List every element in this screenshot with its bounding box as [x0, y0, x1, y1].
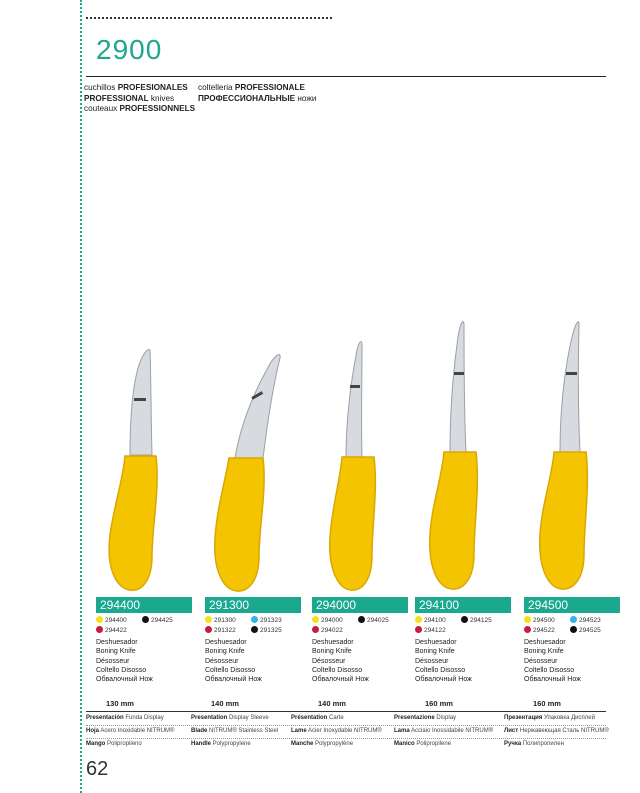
yellow-dot-icon [415, 616, 422, 623]
variant: 294523 [570, 616, 616, 626]
color-variants [415, 616, 515, 635]
product-names: Deshuesador Boning Knife Désosseur Coltello Disosso Обвалочный Нож [524, 639, 581, 684]
red-dot-icon [524, 626, 531, 633]
color-variants [96, 616, 196, 635]
title-ru: ПРОФЕССИОНАЛЬНЫЕ ножи [198, 93, 317, 103]
variant: 291325 [251, 626, 297, 636]
variant: 291323 [251, 616, 297, 626]
row-separator [86, 725, 606, 726]
variant: 294400 [96, 616, 142, 626]
yellow-dot-icon [524, 616, 531, 623]
variant: 294100 [415, 616, 461, 626]
product-code: 294500 [524, 597, 620, 613]
product-code: 294100 [415, 597, 511, 613]
product-names: Deshuesador Boning Knife Désosseur Coltello Disosso Обвалочный Нож [205, 639, 262, 684]
red-dot-icon [415, 626, 422, 633]
variant: 294522 [524, 626, 570, 636]
product-294000 [312, 597, 412, 684]
title-en: PROFESSIONAL knives [84, 93, 175, 103]
black-dot-icon [570, 626, 577, 633]
variant: 294022 [312, 626, 358, 636]
knife-image-294400 [100, 330, 170, 595]
product-names: Deshuesador Boning Knife Désosseur Coltello Disosso Обвалочный Нож [415, 639, 472, 684]
title-it: coltelleria PROFESSIONALE [198, 83, 305, 92]
variant: 291322 [205, 626, 251, 636]
color-variants [312, 616, 412, 635]
page-number: 62 [86, 758, 109, 780]
black-dot-icon [461, 616, 468, 623]
product-names: Deshuesador Boning Knife Désosseur Coltello Disosso Обвалочный Нож [96, 639, 153, 684]
blade-length: 160 mm [425, 699, 453, 708]
product-291300 [205, 597, 305, 684]
blue-dot-icon [251, 616, 258, 623]
row-separator [86, 738, 606, 739]
black-dot-icon [358, 616, 365, 623]
blade-length: 130 mm [106, 699, 134, 708]
top-dotted-rule [86, 17, 332, 19]
title-column-2 [198, 83, 316, 104]
product-code: 294000 [312, 597, 408, 613]
variant: 294000 [312, 616, 358, 626]
knife-image-294100 [420, 312, 480, 595]
blue-dot-icon [570, 616, 577, 623]
yellow-dot-icon [96, 616, 103, 623]
yellow-dot-icon [312, 616, 319, 623]
footer-rule [86, 711, 606, 712]
blade-length: 140 mm [318, 699, 346, 708]
blade-length: 140 mm [211, 699, 239, 708]
knife-image-294500 [532, 312, 592, 595]
variant: 291300 [205, 616, 251, 626]
product-code: 294400 [96, 597, 192, 613]
yellow-dot-icon [205, 616, 212, 623]
product-names: Deshuesador Boning Knife Désosseur Coltello Disosso Обвалочный Нож [312, 639, 369, 684]
product-294100 [415, 597, 515, 684]
variant: 294125 [461, 616, 507, 626]
product-294400 [96, 597, 196, 684]
product-code: 291300 [205, 597, 301, 613]
title-fr: couteaux PROFESSIONNELS [84, 104, 196, 113]
red-dot-icon [312, 626, 319, 633]
margin-dotted-line [80, 0, 82, 793]
knife-image-291300 [205, 340, 285, 595]
title-column-1 [84, 83, 195, 115]
color-variants [524, 616, 624, 635]
black-dot-icon [142, 616, 149, 623]
title-rule [86, 76, 606, 77]
color-variants [205, 616, 305, 635]
variant: 294025 [358, 616, 404, 626]
red-dot-icon [205, 626, 212, 633]
variant: 294425 [142, 616, 188, 626]
knife-image-294000 [322, 335, 382, 595]
product-294500 [524, 597, 624, 684]
blade-length: 160 mm [533, 699, 561, 708]
variant: 294422 [96, 626, 142, 636]
red-dot-icon [96, 626, 103, 633]
black-dot-icon [251, 626, 258, 633]
variant: 294122 [415, 626, 461, 636]
variant: 294500 [524, 616, 570, 626]
title-es: cuchillos PROFESIONALES [84, 83, 188, 92]
series-title: 2900 [96, 34, 163, 65]
variant: 294525 [570, 626, 616, 636]
